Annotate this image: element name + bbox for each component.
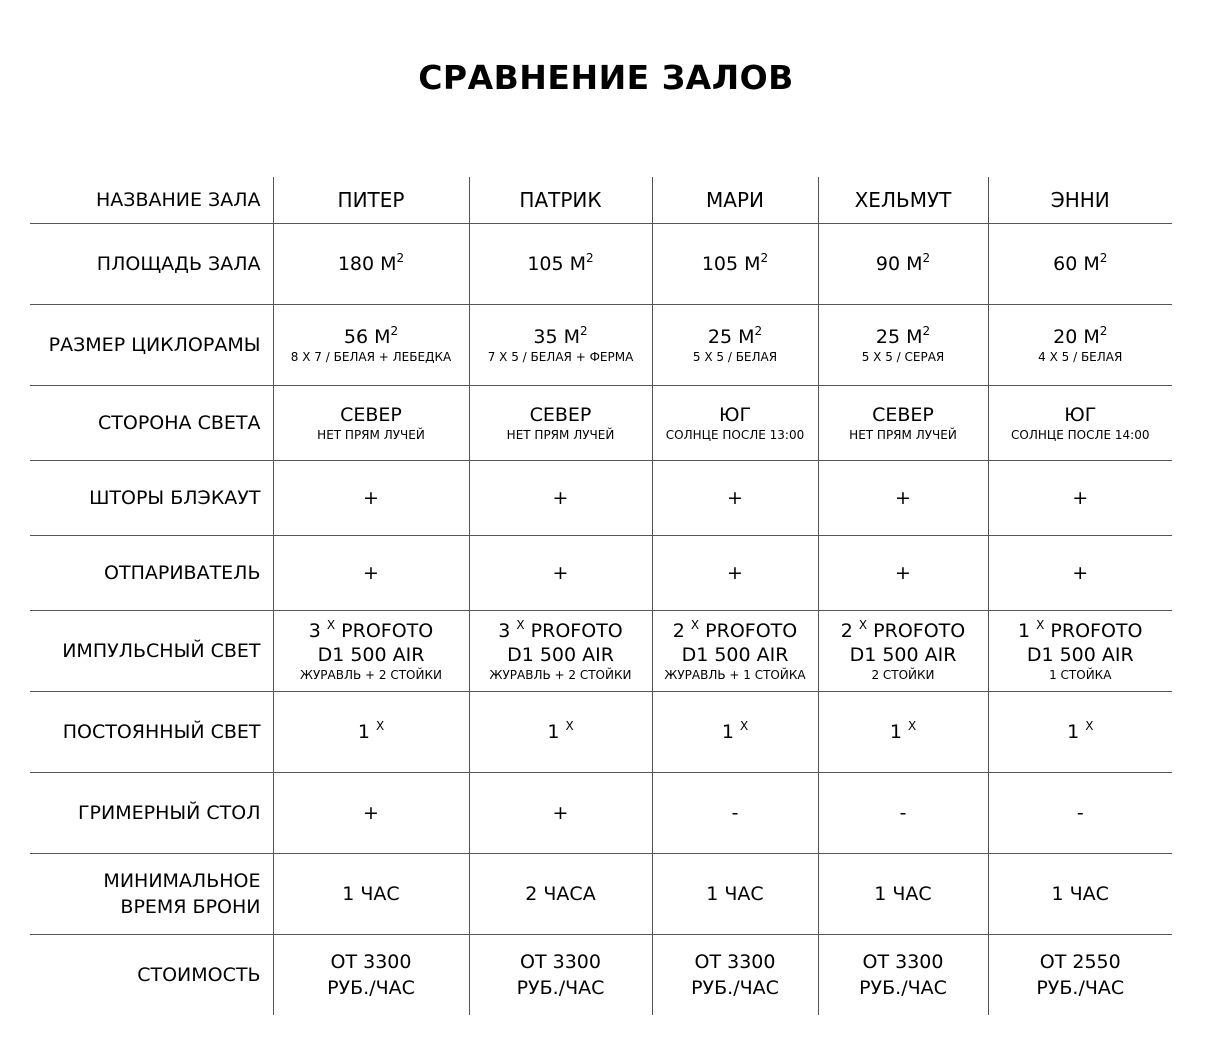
area-cell: 90 $М^2$ bbox=[818, 223, 988, 304]
row-hall-name bbox=[30, 177, 1172, 223]
row-label-makeup: ГРИМЕРНЫЙ СТОЛ bbox=[30, 772, 273, 853]
side-cell: ЮГ СОЛНЦЕ ПОСЛЕ 14:00 bbox=[988, 385, 1172, 460]
row-price bbox=[30, 934, 1172, 1015]
row-area bbox=[30, 223, 1172, 304]
page-title: СРАВНЕНИЕ ЗАЛОВ bbox=[418, 58, 794, 97]
constant-light-cell: 1 $^X$ bbox=[469, 691, 652, 772]
cyclorama-cell: 56 $М^2$ 8 X 7 / БЕЛАЯ + ЛЕБЕДКА bbox=[273, 304, 469, 385]
hall-name: ПАТРИК bbox=[469, 177, 652, 223]
side-cell: СЕВЕР НЕТ ПРЯМ ЛУЧЕЙ bbox=[273, 385, 469, 460]
makeup-cell: - bbox=[652, 772, 818, 853]
row-label-name: НАЗВАНИЕ ЗАЛА bbox=[30, 177, 273, 223]
price-cell: ОТ 3300 РУБ./ЧАС bbox=[469, 934, 652, 1015]
side-cell: СЕВЕР НЕТ ПРЯМ ЛУЧЕЙ bbox=[469, 385, 652, 460]
area-cell: 105 $М^2$ bbox=[469, 223, 652, 304]
price-cell: ОТ 3300 РУБ./ЧАС bbox=[818, 934, 988, 1015]
area-cell: 105 $М^2$ bbox=[652, 223, 818, 304]
makeup-cell: + bbox=[273, 772, 469, 853]
row-min-booking bbox=[30, 853, 1172, 934]
area-cell: 60 $М^2$ bbox=[988, 223, 1172, 304]
cyclorama-cell: 25 $М^2$ 5 X 5 / СЕРАЯ bbox=[818, 304, 988, 385]
pulse-cell: 2 $^X$ PROFOTO D1 500 AIR ЖУРАВЛЬ + 1 СТОЙКА bbox=[652, 610, 818, 691]
constant-light-cell: 1 $^X$ bbox=[652, 691, 818, 772]
row-steamer bbox=[30, 535, 1172, 610]
pulse-cell: 3 $^X$ PROFOTO D1 500 AIR ЖУРАВЛЬ + 2 СТОЙКИ bbox=[469, 610, 652, 691]
side-cell: ЮГ СОЛНЦЕ ПОСЛЕ 13:00 bbox=[652, 385, 818, 460]
row-curtains bbox=[30, 460, 1172, 535]
hall-name: ХЕЛЬМУТ bbox=[818, 177, 988, 223]
hall-name: ЭННИ bbox=[988, 177, 1172, 223]
steamer-cell: + bbox=[273, 535, 469, 610]
pulse-cell: 2 $^X$ PROFOTO D1 500 AIR 2 СТОЙКИ bbox=[818, 610, 988, 691]
curtains-cell: + bbox=[652, 460, 818, 535]
cyclorama-cell: 20 $М^2$ 4 X 5 / БЕЛАЯ bbox=[988, 304, 1172, 385]
curtains-cell: + bbox=[469, 460, 652, 535]
row-label-steamer: ОТПАРИВАТЕЛЬ bbox=[30, 535, 273, 610]
min-booking-cell: 1 ЧАС bbox=[988, 853, 1172, 934]
row-side bbox=[30, 385, 1172, 460]
row-makeup-table bbox=[30, 772, 1172, 853]
min-booking-cell: 2 ЧАСА bbox=[469, 853, 652, 934]
row-label-pulse: ИМПУЛЬСНЫЙ СВЕТ bbox=[30, 610, 273, 691]
constant-light-cell: 1 $^X$ bbox=[818, 691, 988, 772]
row-label-area: ПЛОЩАДЬ ЗАЛА bbox=[30, 223, 273, 304]
makeup-cell: - bbox=[988, 772, 1172, 853]
row-pulse-light bbox=[30, 610, 1172, 691]
hall-name: ПИТЕР bbox=[273, 177, 469, 223]
cyclorama-cell: 25 $М^2$ 5 X 5 / БЕЛАЯ bbox=[652, 304, 818, 385]
side-cell: СЕВЕР НЕТ ПРЯМ ЛУЧЕЙ bbox=[818, 385, 988, 460]
makeup-cell: - bbox=[818, 772, 988, 853]
steamer-cell: + bbox=[988, 535, 1172, 610]
curtains-cell: + bbox=[988, 460, 1172, 535]
row-label-cyclorama: РАЗМЕР ЦИКЛОРАМЫ bbox=[30, 304, 273, 385]
curtains-cell: + bbox=[818, 460, 988, 535]
row-label-constant: ПОСТОЯННЫЙ СВЕТ bbox=[30, 691, 273, 772]
cyclorama-cell: 35 $М^2$ 7 X 5 / БЕЛАЯ + ФЕРМА bbox=[469, 304, 652, 385]
hall-name: МАРИ bbox=[652, 177, 818, 223]
pulse-cell: 1 $^X$ PROFOTO D1 500 AIR 1 СТОЙКА bbox=[988, 610, 1172, 691]
row-label-min-booking: МИНИМАЛЬНОЕ ВРЕМЯ БРОНИ bbox=[30, 853, 273, 934]
row-label-price: СТОИМОСТЬ bbox=[137, 963, 261, 986]
steamer-cell: + bbox=[652, 535, 818, 610]
row-label-curtains: ШТОРЫ БЛЭКАУТ bbox=[30, 460, 273, 535]
row-label-side: СТОРОНА СВЕТА bbox=[30, 385, 273, 460]
constant-light-cell: 1 $^X$ bbox=[273, 691, 469, 772]
curtains-cell: + bbox=[273, 460, 469, 535]
price-cell: ОТ 3300 РУБ./ЧАС bbox=[273, 934, 469, 1015]
constant-light-cell: 1 $^X$ bbox=[988, 691, 1172, 772]
halls-comparison-table bbox=[30, 177, 1172, 1015]
makeup-cell: + bbox=[469, 772, 652, 853]
price-cell: ОТ 2550 РУБ./ЧАС bbox=[988, 934, 1172, 1015]
price-cell: ОТ 3300 РУБ./ЧАС bbox=[652, 934, 818, 1015]
row-constant-light bbox=[30, 691, 1172, 772]
min-booking-cell: 1 ЧАС bbox=[273, 853, 469, 934]
min-booking-cell: 1 ЧАС bbox=[652, 853, 818, 934]
min-booking-cell: 1 ЧАС bbox=[818, 853, 988, 934]
steamer-cell: + bbox=[469, 535, 652, 610]
area-cell: 180 $М^2$ bbox=[273, 223, 469, 304]
pulse-cell: 3 $^X$ PROFOTO D1 500 AIR ЖУРАВЛЬ + 2 СТОЙКИ bbox=[273, 610, 469, 691]
row-cyclorama bbox=[30, 304, 1172, 385]
steamer-cell: + bbox=[818, 535, 988, 610]
